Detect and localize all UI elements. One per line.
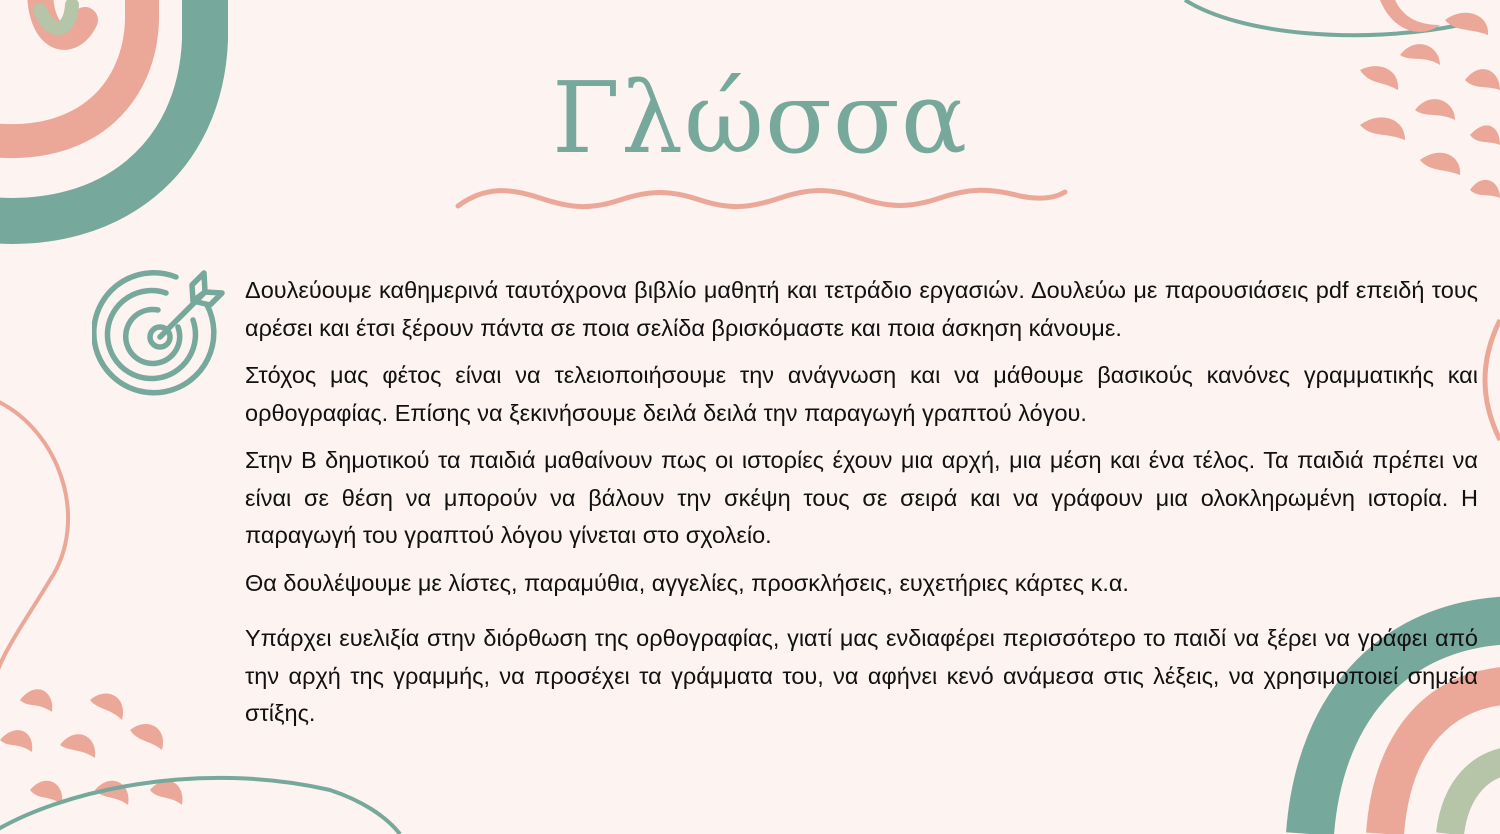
- paragraph-goals: Στόχος μας φέτος είναι να τελειοποιήσουμε την ανάγνωση και να μάθουμε βασικούς κανόνες γραμματικής και ορθογραφίας. Επίσης να ξεκινήσουμε δειλά δειλά την παραγωγή γραπτού λόγου.: [245, 362, 1478, 426]
- bottom-left-leaf-decoration: [0, 689, 182, 805]
- title-underline-wave: [458, 190, 1065, 206]
- paragraph-workbooks: Δουλεύουμε καθημερινά ταυτόχρονα βιβλίο μαθητή και τετράδιο εργασιών. Δουλεύω με παρουσιάσεις pdf επειδή τους αρέσει και έτσι ξέρουν πάντα σε ποια σελίδα βρισκόμαστε και ποια άσκηση κάνουμε.: [245, 277, 1478, 341]
- paragraph-spelling: Υπάρχει ευελιξία στην διόρθωση της ορθογραφίας, γιατί μας ενδιαφέρει περισσότερο το παιδί να ξέρει να γράφει από την αρχή της γραμμής, να προσέχει τα γράμματα του, να αφήνει κενό ανάμεσα στις λέξεις, να χρησιμοποιεί σημεία στίξης.: [245, 625, 1478, 726]
- target-arrow-icon: [92, 265, 228, 401]
- paragraph-stories: Στην Β δημοτικού τα παιδιά μαθαίνουν πως οι ιστορίες έχουν μια αρχή, μια μέση και ένα τέλος. Τα παιδιά πρέπει να είναι σε θέση να μπορούν να βάλουν την σκέψη τους σε σειρά και να γράφουν μια ολοκληρωμένη ιστορία. Η παραγωγή του γραπτού λόγου γίνεται στο σχολείο.: [245, 447, 1478, 548]
- page-title: Γλώσσα: [552, 62, 968, 176]
- paragraph-text-types: Θα δουλέψουμε με λίστες, παραμύθια, αγγελίες, προσκλήσεις, ευχετήριες κάρτες κ.α.: [245, 569, 1129, 596]
- body-text: [245, 272, 1478, 743]
- right-edge-arc: [1485, 320, 1500, 440]
- bottom-left-arc-line: [0, 778, 400, 834]
- left-wavy-line: [0, 400, 68, 700]
